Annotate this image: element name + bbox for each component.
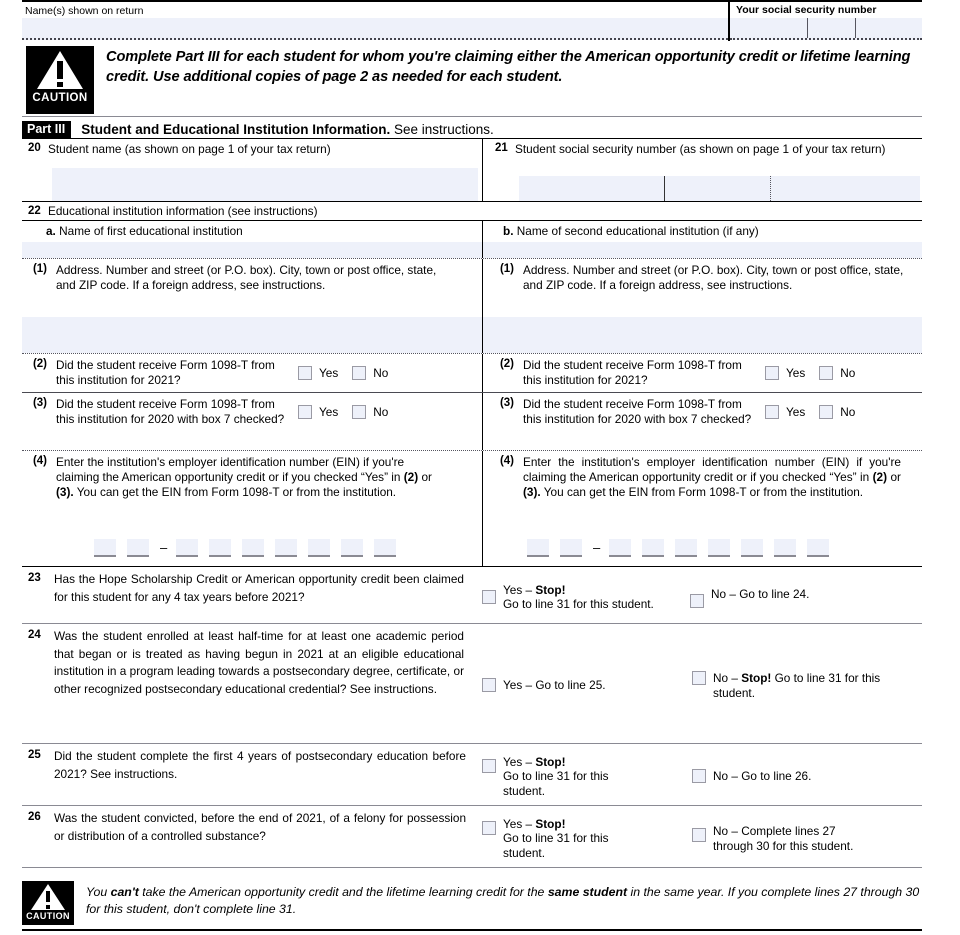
line-22b-2-number: (2): [499, 358, 514, 370]
line-22a-2-yes-option[interactable]: [298, 366, 352, 380]
line-24-yes-checkbox[interactable]: [482, 678, 496, 692]
line-21-ssn-segment-1[interactable]: [519, 176, 665, 201]
line-23-number: 23: [28, 572, 41, 584]
ein-digit-box[interactable]: [275, 539, 297, 557]
line-26-row: [22, 806, 922, 868]
line-22b-address-input[interactable]: [483, 317, 922, 353]
line-25-question-cell: [22, 744, 482, 805]
line-24-row: [22, 624, 922, 744]
line-25-yes-option[interactable]: [482, 751, 692, 799]
line-22a-3-label: Did the student receive Form 1098-T from this institution for 2020 with box 7 checked?: [56, 397, 285, 426]
line-22b-3-yes-option[interactable]: [765, 405, 819, 419]
line-22b-4-number: (4): [499, 455, 514, 467]
ssn-field-group: [728, 2, 922, 41]
line-25-no-checkbox[interactable]: [692, 769, 706, 783]
ein-digit-box[interactable]: [209, 539, 231, 557]
taxpayer-identification-strip: [22, 0, 922, 41]
line-22b-2-no-label: No: [840, 366, 856, 380]
line-25-number: 25: [28, 749, 41, 761]
line-22a-2-options: [294, 358, 402, 388]
ein-dash: –: [593, 540, 601, 555]
ein-digit-box[interactable]: [675, 539, 697, 557]
name-field-label: Name(s) shown on return: [25, 5, 144, 17]
ssn-field-label: Your social security number: [736, 4, 877, 16]
caution-notice-bottom-text: You can't take the American opportunity credit and the lifetime learning credit for the same student in the same year. If you complete lines 27 through 30 for this student, don't complete line 31.: [86, 885, 920, 916]
ein-digit-box[interactable]: [308, 539, 330, 557]
ein-dash: –: [160, 540, 168, 555]
line-21-label: Student social security number (as shown on page 1 of your tax return): [515, 142, 886, 156]
ein-digit-box[interactable]: [176, 539, 198, 557]
ein-digit-box[interactable]: [527, 539, 549, 557]
line-22b-label-wrap: [483, 221, 922, 238]
line-26-no-option[interactable]: [692, 820, 902, 853]
line-21-student-ssn-input[interactable]: [519, 176, 920, 201]
line-22-label: Educational institution information (see instructions): [48, 203, 318, 218]
ein-digit-box[interactable]: [807, 539, 829, 557]
line-22b-1-number: (1): [499, 263, 514, 275]
caution-triangle-icon: [22, 881, 74, 925]
line-24-question: Was the student enrolled at least half-time for at least one academic period that began or is treated as having begun in 2021 at an eligible educational institution in a program leading towards a postsecondary degree, certificate, or other recognized postsecondary educational credential? See instructions.: [54, 629, 464, 696]
line-22b-2-options: [761, 358, 869, 388]
line-22a-label-wrap: [22, 221, 482, 238]
line-22b-3-yes-checkbox[interactable]: [765, 405, 779, 419]
line-22a-name-cell: [22, 221, 482, 258]
line-21-ssn-segment-3[interactable]: [771, 176, 920, 201]
line-22b-2-yes-label: Yes: [786, 366, 806, 380]
line-25-question: Did the student complete the first 4 years of postsecondary education before 2021? See instructions.: [54, 749, 466, 781]
line-22b-3-no-option[interactable]: [819, 405, 869, 419]
line-22b-2-no-checkbox[interactable]: [819, 366, 833, 380]
line-21-cell: [482, 139, 922, 201]
line-25-row: [22, 744, 922, 806]
line-22b-name-cell: [482, 221, 922, 258]
ssn-segment-3[interactable]: [856, 18, 922, 38]
line-22a-sub2-cell: [22, 354, 482, 392]
ssn-segment-2[interactable]: [808, 18, 856, 38]
caution-notice-top: [22, 43, 922, 117]
part-iii-title-main: Student and Educational Institution Information.: [81, 121, 391, 137]
line-22a-2-yes-checkbox[interactable]: [298, 366, 312, 380]
line-22b-label: Name of second educational institution (if any): [516, 224, 759, 238]
line-22a-sub4-cell: [22, 451, 482, 566]
line-22b-sub2-cell: [482, 354, 922, 392]
line-22a-ein-input[interactable]: [94, 539, 407, 557]
line-23-yes-checkbox[interactable]: [482, 590, 496, 604]
line-22b-3-no-checkbox[interactable]: [819, 405, 833, 419]
line-22b-sub4-cell: [482, 451, 922, 566]
line-22-header: [22, 202, 922, 221]
ein-digit-box[interactable]: [642, 539, 664, 557]
line-26-number: 26: [28, 811, 41, 823]
ein-digit-box[interactable]: [741, 539, 763, 557]
line-22a-label: Name of first educational institution: [59, 224, 243, 238]
line-24-no-label: No – Stop! Go to line 31 for this student.: [713, 671, 881, 700]
line-22a-2-yes-label: Yes: [319, 366, 339, 380]
line-20-label: Student name (as shown on page 1 of your tax return): [48, 142, 331, 156]
line-20-cell: [22, 139, 482, 201]
ein-digit-box[interactable]: [708, 539, 730, 557]
line-24-answer-cell: [482, 624, 922, 743]
line-20-number: 20: [28, 142, 41, 154]
line-22b-3-no-label: No: [840, 405, 856, 419]
line-20-student-name-input[interactable]: [52, 168, 478, 201]
line-22-number: 22: [28, 205, 41, 217]
line-22-sub3-row: [22, 393, 922, 451]
line-25-no-label: No – Go to line 26.: [713, 769, 812, 784]
name-field-group: [22, 2, 728, 41]
line-22b-name-input[interactable]: [483, 242, 922, 258]
part-iii-title-note: See instructions.: [393, 121, 494, 137]
line-22b-3-options: [761, 405, 869, 419]
caution-icon-label: CAUTION: [26, 911, 70, 921]
line-22a-name-input[interactable]: [22, 242, 482, 258]
line-20-21-row: [22, 139, 922, 202]
line-22a-3-no-option[interactable]: [352, 405, 402, 419]
line-22b-2-yes-checkbox[interactable]: [765, 366, 779, 380]
line-25-no-option[interactable]: [692, 765, 902, 784]
line-22b-sub3-cell: [482, 393, 922, 450]
line-23-answer-cell: [482, 567, 922, 623]
line-26-yes-checkbox[interactable]: [482, 821, 496, 835]
ein-digit-box[interactable]: [341, 539, 363, 557]
part-iii-header: [22, 120, 922, 139]
line-26-no-checkbox[interactable]: [692, 828, 706, 842]
line-22a-2-label: Did the student receive Form 1098-T from this institution for 2021?: [56, 358, 275, 387]
part-iii-tag: Part III: [22, 121, 71, 138]
ein-digit-box[interactable]: [94, 539, 116, 557]
line-24-no-option[interactable]: [692, 667, 902, 700]
line-22a-2-no-label: No: [373, 366, 389, 380]
line-22b-4-label: Enter the institution's employer identification number (EIN) if you're claiming the American opportunity credit or if you checked “Yes” in (2) or (3). You can get the EIN from Form 1098-T or from the institution.: [523, 455, 901, 499]
line-22a-2-no-checkbox[interactable]: [352, 366, 366, 380]
line-22b-ein-input[interactable]: [527, 539, 840, 557]
line-22b-3-yes-label: Yes: [786, 405, 806, 419]
line-22a-2-no-option[interactable]: [352, 366, 402, 380]
ein-digit-box[interactable]: [609, 539, 631, 557]
caution-triangle-icon: [26, 46, 94, 114]
line-21-number: 21: [495, 142, 508, 154]
line-22b-2-label: Did the student receive Form 1098-T from this institution for 2021?: [523, 358, 742, 387]
line-22b-3-label: Did the student receive Form 1098-T from this institution for 2020 with box 7 checked?: [523, 397, 752, 426]
line-24-yes-option[interactable]: [482, 674, 692, 693]
ein-digit-box[interactable]: [242, 539, 264, 557]
line-23-row: [22, 567, 922, 624]
line-23-yes-label: Yes – Stop! Go to line 31 for this student.: [503, 582, 654, 611]
line-26-question-cell: [22, 806, 482, 867]
line-24-question-cell: [22, 624, 482, 743]
line-26-question: Was the student convicted, before the end of 2021, of a felony for possession or distribution of a controlled substance?: [54, 811, 466, 843]
line-25-yes-label: Yes – Stop! Go to line 31 for this student.: [503, 754, 609, 798]
part-iii-title: [81, 122, 494, 137]
line-25-yes-checkbox[interactable]: [482, 759, 496, 773]
line-24-yes-label: Yes – Go to line 25.: [503, 678, 606, 693]
line-25-answer-cell: [482, 744, 922, 805]
part-iii-body: [22, 139, 922, 868]
line-22a-3-no-checkbox[interactable]: [352, 405, 366, 419]
line-22-institution-name-row: [22, 221, 922, 259]
line-21-ssn-segment-2[interactable]: [665, 176, 771, 201]
line-22a-3-yes-label: Yes: [319, 405, 339, 419]
line-22a-2-number: (2): [32, 358, 47, 370]
line-22a-4-number: (4): [32, 455, 47, 467]
line-22a-sub3-cell: [22, 393, 482, 450]
line-26-no-label: No – Complete lines 27 through 30 for this student.: [713, 824, 854, 853]
line-22a-address-input[interactable]: [22, 317, 482, 353]
line-23-yes-option[interactable]: [482, 579, 690, 612]
line-22b-1-label: Address. Number and street (or P.O. box). City, town or post office, state, and ZIP code. If a foreign address, see instructions.: [523, 263, 904, 292]
line-22b-2-yes-option[interactable]: [765, 366, 819, 380]
line-22a-3-yes-checkbox[interactable]: [298, 405, 312, 419]
line-22a-3-number: (3): [32, 397, 47, 409]
line-26-yes-option[interactable]: [482, 813, 692, 861]
ssn-segment-1[interactable]: [730, 18, 808, 38]
line-22a-letter: a.: [46, 224, 56, 238]
line-26-answer-cell: [482, 806, 922, 867]
line-22a-3-no-label: No: [373, 405, 389, 419]
caution-icon-label: CAUTION: [32, 92, 88, 104]
line-26-yes-label: Yes – Stop! Go to line 31 for this student.: [503, 816, 609, 860]
line-22a-4-label: Enter the institution's employer identification number (EIN) if you're claiming the American opportunity credit or if you checked “Yes” in (2) or (3). You can get the EIN from Form 1098-T or from the institution.: [56, 455, 432, 499]
line-23-no-checkbox[interactable]: [690, 594, 704, 608]
line-22-sub4-row: [22, 451, 922, 567]
caution-notice-top-text: Complete Part III for each student for whom you're claiming either the American opportunity credit or lifetime learning credit. Use additional copies of page 2 as needed for each student.: [106, 49, 911, 85]
line-24-number: 24: [28, 629, 41, 641]
line-22a-1-number: (1): [32, 263, 47, 275]
line-22a-3-options: [294, 405, 402, 419]
line-22-address-row: [22, 259, 922, 354]
ssn-input[interactable]: [730, 18, 922, 40]
line-23-no-label: No – Go to line 24.: [711, 586, 810, 601]
ein-digit-box[interactable]: [374, 539, 396, 557]
line-23-no-option[interactable]: [690, 583, 900, 608]
line-22-sub2-row: [22, 354, 922, 393]
caution-notice-bottom: [22, 881, 922, 931]
line-24-no-checkbox[interactable]: [692, 671, 706, 685]
ein-digit-box[interactable]: [774, 539, 796, 557]
line-22a-1-label: Address. Number and street (or P.O. box). City, town or post office, state, and ZIP code. If a foreign address, see instructions.: [56, 263, 437, 292]
line-22a-3-yes-option[interactable]: [298, 405, 352, 419]
line-22b-address-cell: [482, 259, 922, 353]
line-22b-2-no-option[interactable]: [819, 366, 869, 380]
ein-digit-box[interactable]: [560, 539, 582, 557]
line-23-question-cell: [22, 567, 482, 623]
line-23-question: Has the Hope Scholarship Credit or American opportunity credit been claimed for this student for any 4 tax years before 2021?: [54, 572, 464, 604]
line-22b-3-number: (3): [499, 397, 514, 409]
name-input[interactable]: [22, 18, 728, 40]
ein-digit-box[interactable]: [127, 539, 149, 557]
line-22b-letter: b.: [503, 224, 514, 238]
line-22a-address-cell: [22, 259, 482, 353]
